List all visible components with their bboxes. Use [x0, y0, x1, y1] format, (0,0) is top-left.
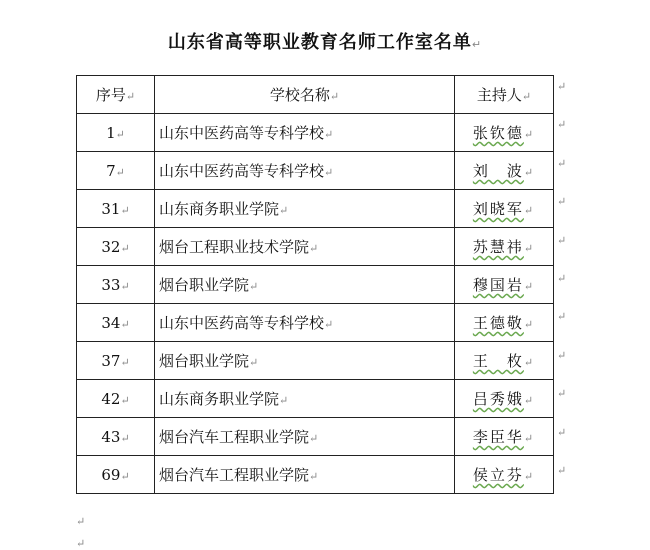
empty-paragraph-mark: ↵: [76, 515, 86, 528]
row-end-mark: ↵: [557, 310, 567, 324]
cell-mark: ↵: [324, 318, 334, 331]
cell-school: [155, 380, 455, 418]
table-row: [77, 342, 554, 380]
cell-mark: ↵: [523, 470, 536, 483]
row-end-mark: ↵: [557, 387, 567, 401]
cell-mark: ↵: [120, 279, 130, 293]
cell-host: [455, 342, 554, 380]
cell-mark: ↵: [521, 90, 532, 103]
row-end-mark: ↵: [557, 80, 567, 93]
cell-no-text: 37: [101, 351, 121, 370]
table-row: [77, 456, 554, 494]
table-row: [77, 304, 554, 342]
table-row: [77, 228, 554, 266]
cell-mark: ↵: [120, 355, 130, 369]
cell-mark: ↵: [279, 394, 289, 407]
cell-no-text: 34: [101, 313, 121, 332]
cell-school: [155, 304, 455, 342]
cell-mark: ↵: [324, 166, 334, 179]
cell-mark: ↵: [523, 242, 536, 255]
cell-no-text: 7: [106, 161, 116, 180]
header-host: [455, 76, 554, 114]
table-body: [77, 76, 554, 494]
cell-host: [455, 152, 554, 190]
table-header-row: [77, 76, 554, 114]
row-end-mark: ↵: [557, 118, 567, 132]
row-end-mark: ↵: [557, 272, 567, 285]
empty-paragraph-mark: ↵: [76, 537, 86, 550]
cell-mark: ↵: [309, 242, 319, 255]
row-end-mark: ↵: [557, 195, 567, 209]
cell-mark: ↵: [120, 203, 130, 217]
cell-school: [155, 342, 455, 380]
cell-school: [155, 456, 455, 494]
row-end-mark: ↵: [557, 233, 567, 247]
cell-mark: ↵: [523, 128, 536, 141]
cell-host-text: 侯立芬: [472, 466, 524, 484]
cell-no-text: 31: [101, 199, 121, 218]
cell-host: [455, 190, 554, 228]
cell-school: [155, 266, 455, 304]
cell-no: [77, 152, 155, 190]
cell-mark: ↵: [523, 394, 536, 407]
cell-mark: ↵: [329, 90, 340, 103]
cell-school-text: 山东中医药高等专科学校: [159, 124, 325, 142]
cell-host-text: 张钦德: [472, 124, 524, 142]
cell-host-text: 刘 波: [472, 162, 524, 180]
cell-no-text: 32: [101, 237, 121, 256]
cell-mark: ↵: [324, 128, 334, 141]
cell-mark: ↵: [120, 431, 130, 445]
cell-school-text: 山东商务职业学院: [159, 200, 280, 218]
cell-school-text: 烟台汽车工程职业学院: [159, 466, 310, 484]
document-title: [0, 28, 650, 54]
cell-no: [77, 266, 155, 304]
cell-school: [155, 114, 455, 152]
cell-host-text: 李臣华: [472, 428, 524, 446]
table-row: [77, 190, 554, 228]
cell-no-text: 43: [101, 427, 121, 446]
cell-no: [77, 342, 155, 380]
row-end-mark: ↵: [557, 348, 567, 362]
cell-host: [455, 228, 554, 266]
cell-mark: ↵: [115, 165, 125, 179]
cell-mark: ↵: [115, 127, 125, 141]
cell-school-text: 烟台职业学院: [159, 276, 250, 294]
cell-mark: ↵: [523, 356, 536, 369]
cell-school-text: 山东中医药高等专科学校: [159, 162, 325, 180]
cell-no-text: 69: [101, 465, 121, 484]
table-row: [77, 266, 554, 304]
cell-mark: ↵: [309, 432, 319, 445]
cell-no: [77, 380, 155, 418]
cell-host-text: 王德敬: [472, 314, 524, 332]
cell-mark: ↵: [120, 241, 130, 255]
row-end-mark: ↵: [557, 156, 567, 170]
cell-school: [155, 228, 455, 266]
cell-host-text: 苏慧祎: [472, 238, 524, 256]
cell-host-text: 刘晓军: [472, 200, 524, 218]
cell-mark: ↵: [523, 166, 536, 179]
cell-host: [455, 380, 554, 418]
cell-host: [455, 418, 554, 456]
cell-host-text: 王 枚: [472, 352, 524, 370]
row-end-mark: ↵: [557, 464, 567, 477]
cell-mark: ↵: [309, 470, 319, 483]
cell-host-text: 穆国岩: [472, 276, 524, 294]
header-school: [155, 76, 455, 114]
cell-no: [77, 190, 155, 228]
cell-school: [155, 190, 455, 228]
cell-no-text: 33: [101, 275, 121, 294]
cell-school: [155, 418, 455, 456]
title-paragraph-mark: ↵: [471, 38, 483, 51]
cell-mark: ↵: [249, 356, 259, 369]
cell-no: [77, 114, 155, 152]
cell-no-text: 42: [101, 389, 121, 408]
cell-mark: ↵: [523, 432, 536, 445]
title-text: 山东省高等职业教育名师工作室名单: [167, 32, 472, 53]
cell-no: [77, 228, 155, 266]
table-row: [77, 114, 554, 152]
table-row: [77, 418, 554, 456]
header-no: [77, 76, 155, 114]
cell-mark: ↵: [120, 469, 130, 483]
cell-no: [77, 418, 155, 456]
cell-host: [455, 266, 554, 304]
cell-host-text: 吕秀娥: [472, 390, 524, 408]
cell-mark: ↵: [523, 280, 536, 293]
cell-mark: ↵: [279, 204, 289, 217]
cell-school-text: 山东商务职业学院: [159, 390, 280, 408]
cell-school: [155, 152, 455, 190]
cell-mark: ↵: [249, 280, 259, 293]
cell-mark: ↵: [120, 393, 130, 407]
cell-mark: ↵: [523, 204, 536, 217]
cell-mark: ↵: [125, 90, 136, 103]
cell-mark: ↵: [120, 317, 130, 331]
teacher-studio-table: [76, 75, 554, 494]
cell-school-text: 烟台工程职业技术学院: [159, 238, 310, 256]
cell-no: [77, 304, 155, 342]
cell-no-text: 1: [106, 123, 116, 142]
table-row: [77, 152, 554, 190]
header-host-label: 主持人: [476, 86, 522, 104]
cell-mark: ↵: [523, 318, 536, 331]
row-end-mark: ↵: [557, 425, 567, 439]
table-row: [77, 380, 554, 418]
cell-school-text: 烟台职业学院: [159, 352, 250, 370]
cell-school-text: 山东中医药高等专科学校: [159, 314, 325, 332]
cell-school-text: 烟台汽车工程职业学院: [159, 428, 310, 446]
cell-host: [455, 114, 554, 152]
cell-no: [77, 456, 155, 494]
header-school-label: 学校名称: [269, 86, 330, 104]
cell-host: [455, 456, 554, 494]
cell-host: [455, 304, 554, 342]
header-no-label: 序号: [95, 86, 126, 104]
